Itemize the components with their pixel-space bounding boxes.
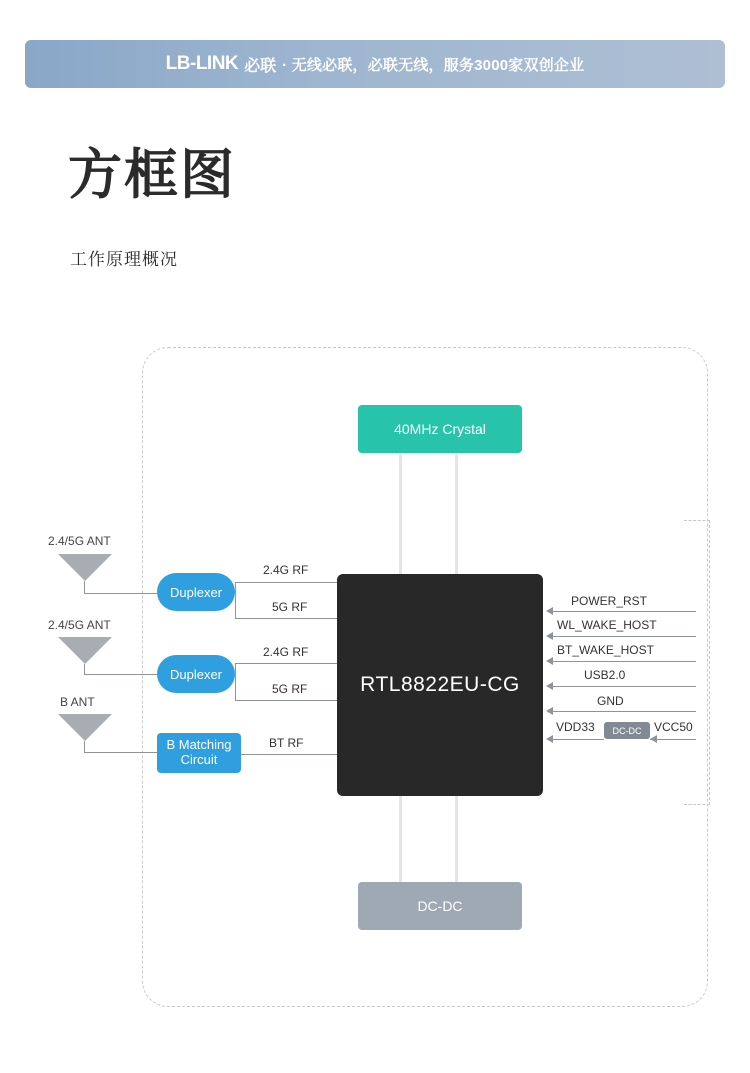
b-matching-circuit-block	[157, 733, 241, 773]
signal-line-gnd	[551, 711, 696, 712]
signal-arrow-wl-wake-host	[546, 632, 553, 640]
rf-label-5g-1: 5G RF	[272, 600, 308, 614]
brand-name-cn: 必联	[244, 57, 277, 75]
rf-line-24g-1	[235, 582, 337, 583]
duplexer-1-stub	[235, 582, 236, 618]
signal-label-vcc50: VCC50	[654, 720, 693, 734]
antenna-1-icon	[58, 554, 112, 581]
duplexer-2-block	[157, 655, 235, 693]
header-banner	[25, 40, 725, 88]
rf-label-24g-1: 2.4G RF	[263, 563, 309, 577]
signal-label-gnd: GND	[597, 694, 624, 708]
b-matching-line2: Circuit	[180, 752, 218, 767]
signal-label-usb: USB2.0	[584, 668, 626, 682]
dcdc-inline-label: DC-DC	[612, 725, 642, 736]
dcdc-connector-right	[455, 792, 458, 884]
antenna-2-wire	[84, 674, 157, 675]
rf-line-bt	[241, 754, 337, 755]
signal-label-power-rst: POWER_RST	[571, 594, 648, 608]
banner-slogan: · 无线必联，必联无线，服务3000家双创企业	[282, 56, 585, 74]
page-title: 方框图	[68, 145, 236, 205]
banner-content	[166, 53, 585, 76]
signal-line-wl-wake-host	[551, 636, 696, 637]
rf-line-5g-2	[235, 700, 337, 701]
rf-line-5g-1	[235, 618, 337, 619]
signal-arrow-usb	[546, 682, 553, 690]
b-matching-line1: B Matching	[166, 737, 232, 753]
power-line-left	[551, 739, 604, 740]
rf-label-24g-2: 2.4G RF	[263, 645, 309, 659]
signal-line-bt-wake-host	[551, 661, 696, 662]
dcdc-inline-block	[604, 722, 650, 739]
power-arrow-left	[546, 735, 553, 743]
signal-label-wl-wake-host: WL_WAKE_HOST	[557, 618, 657, 632]
signal-arrow-gnd	[546, 707, 553, 715]
signal-label-bt-wake-host: BT_WAKE_HOST	[557, 643, 654, 657]
antenna-2-label: 2.4/5G ANT	[48, 618, 111, 632]
crystal-label: 40MHz Crystal	[394, 421, 486, 437]
dcdc-label: DC-DC	[417, 898, 463, 914]
antenna-3-icon	[58, 714, 112, 741]
rf-label-bt: BT RF	[269, 736, 304, 750]
dcdc-block	[358, 882, 522, 930]
diagram-right-boundary	[684, 520, 710, 805]
main-chip-block	[337, 574, 543, 796]
brand-logo: LB-LINK	[165, 53, 239, 74]
antenna-3-label: B ANT	[60, 695, 95, 709]
duplexer-2-label: Duplexer	[169, 666, 223, 682]
antenna-1-label: 2.4/5G ANT	[48, 534, 111, 548]
power-arrow-right	[650, 735, 657, 743]
antenna-1-wire	[84, 593, 157, 594]
crystal-connector-right	[455, 453, 458, 578]
crystal-block	[358, 405, 522, 453]
rf-line-24g-2	[235, 663, 337, 664]
duplexer-2-stub	[235, 663, 236, 700]
main-chip-label: RTL8822EU-CG	[360, 673, 520, 696]
page-subtitle: 工作原理概况	[70, 250, 178, 269]
antenna-3-wire	[84, 752, 157, 753]
dcdc-connector-left	[399, 792, 402, 884]
b-matching-circuit-label	[166, 738, 231, 768]
crystal-connector-left	[399, 453, 402, 578]
antenna-2-icon	[58, 637, 112, 664]
signal-line-usb	[551, 686, 696, 687]
signal-line-power-rst	[551, 611, 696, 612]
duplexer-1-label: Duplexer	[169, 584, 223, 600]
signal-arrow-bt-wake-host	[546, 657, 553, 665]
block-diagram	[0, 330, 750, 1030]
signal-arrow-power-rst	[546, 607, 553, 615]
duplexer-1-block	[157, 573, 235, 611]
signal-label-vdd33: VDD33	[556, 720, 595, 734]
rf-label-5g-2: 5G RF	[272, 682, 308, 696]
